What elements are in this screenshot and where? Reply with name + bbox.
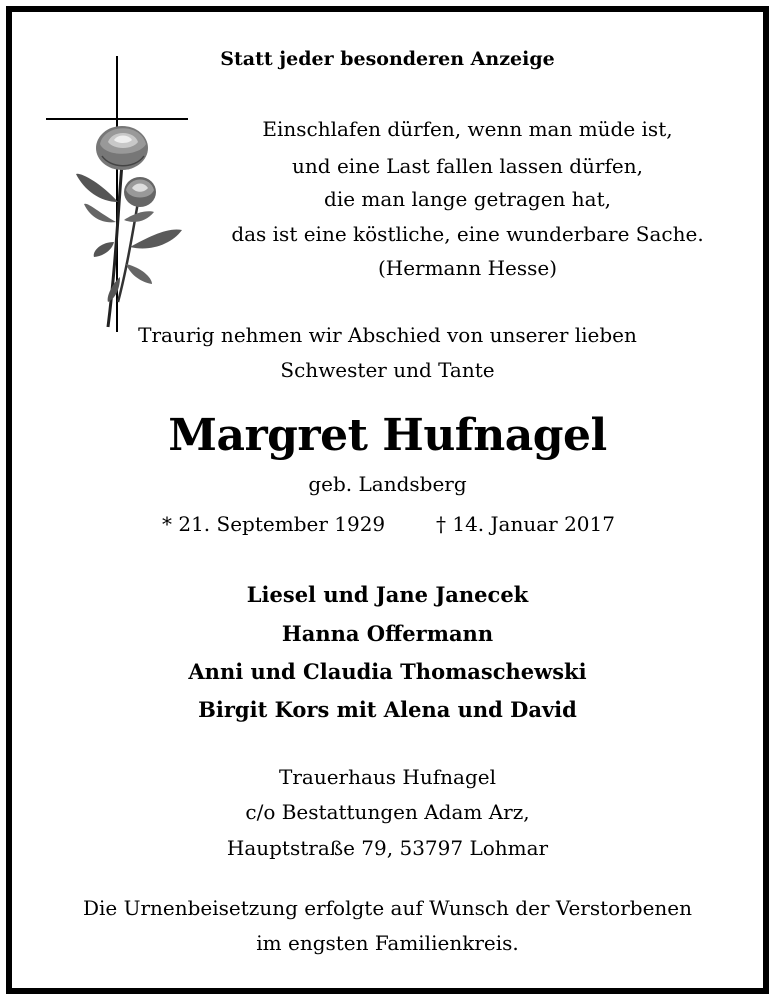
birth-date: * 21. September 1929 <box>162 512 386 536</box>
closing-line: Die Urnenbeisetzung erfolgte auf Wunsch der Verstorbenen <box>82 896 692 920</box>
mourner-line: Liesel und Jane Janecek <box>246 582 529 607</box>
notice-headline: Statt jeder besonderen Anzeige <box>220 48 555 70</box>
death-date: † 14. Januar 2017 <box>436 512 615 536</box>
address-line: Trauerhaus Hufnagel <box>279 765 496 789</box>
poem-line: Einschlafen dürfen, wenn man müde ist, <box>262 117 673 141</box>
mourner-line: Hanna Offermann <box>281 621 494 646</box>
poem-line: die man lange getragen hat, <box>324 187 611 211</box>
mourner-line: Birgit Kors mit Alena und David <box>198 697 577 722</box>
address-line: Hauptstraße 79, 53797 Lohmar <box>226 836 549 860</box>
poem-line: und eine Last fallen lassen dürfen, <box>292 154 643 178</box>
birth-name: geb. Landsberg <box>308 472 467 496</box>
intro-line: Traurig nehmen wir Abschied von unserer lieben <box>138 323 637 347</box>
intro-line: Schwester und Tante <box>280 358 495 382</box>
poem-attribution: (Hermann Hesse) <box>377 256 558 280</box>
closing-line: im engsten Familienkreis. <box>256 931 519 955</box>
deceased-name: Margret Hufnagel <box>168 410 607 461</box>
poem-line: das ist eine köstliche, eine wunderbare Sache. <box>231 222 704 246</box>
address-line: c/o Bestattungen Adam Arz, <box>245 800 530 824</box>
mourner-line: Anni und Claudia Thomaschewski <box>188 659 587 684</box>
